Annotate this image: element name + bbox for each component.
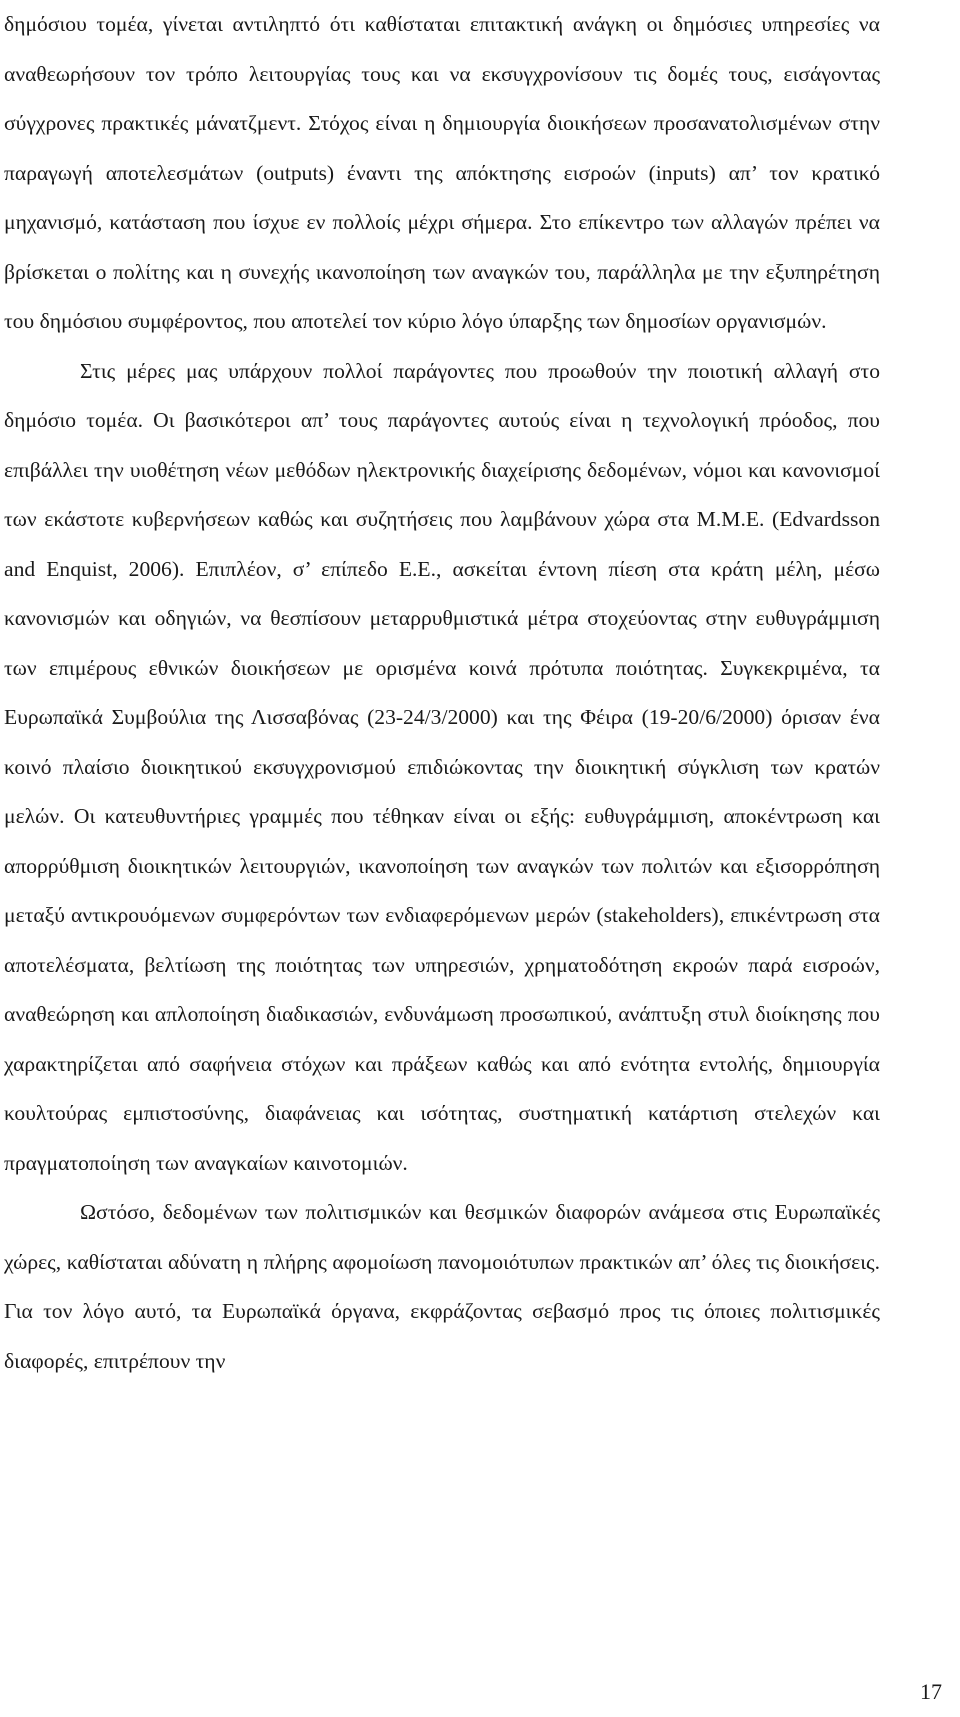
paragraph-1: δημόσιου τομέα, γίνεται αντιληπτό ότι καθίσταται επιτακτική ανάγκη οι δημόσιες υπηρεσίες να αναθεωρήσουν τον τρόπο λειτουργίας τους και να εκσυγχρονίσουν τις δομές τους, εισάγοντας σύγχρονες πρακτικές μάνατζμεντ. Στόχος είναι η δημιουργία διοικήσεων προσανατολισμένων στην παραγωγή αποτελεσμάτων (outputs) έναντι της απόκτησης εισροών (inputs) απ’ τον κρατικό μηχανισμό, κατάσταση που ίσχυε εν πολλοίς μέχρι σήμερα. Στο επίκεντρο των αλλαγών πρέπει να βρίσκεται ο πολίτης και η συνεχής ικανοποίηση των αναγκών του, παράλληλα με την εξυπηρέτηση του δημόσιου συμφέροντος, που αποτελεί τον κύριο λόγο ύπαρξης των δημοσίων οργανισμών. — [4, 12, 880, 333]
paragraph-2: Στις μέρες μας υπάρχουν πολλοί παράγοντες που προωθούν την ποιοτική αλλαγή στο δημόσιο τομέα. Οι βασικότεροι απ’ τους παράγοντες αυτούς είναι η τεχνολογική πρόοδος, που επιβάλλει την υιοθέτηση νέων μεθόδων ηλεκτρονικής διαχείρισης δεδομένων, νόμοι και κανονισμοί των εκάστοτε κυβερνήσεων καθώς και συζητήσεις που λαμβάνουν χώρα στα Μ.Μ.Ε. (Edvardsson and Enquist, 2006). Επιπλέον, σ’ επίπεδο Ε.Ε., ασκείται έντονη πίεση στα κράτη μέλη, μέσω κανονισμών και οδηγιών, να θεσπίσουν μεταρρυθμιστικά μέτρα στοχεύοντας στην ευθυγράμμιση των επιμέρους εθνικών διοικήσεων με ορισμένα κοινά πρότυπα ποιότητας. Συγκεκριμένα, τα Ευρωπαϊκά Συμβούλια της Λισσαβόνας (23-24/3/2000) και της Φέιρα (19-20/6/2000) όρισαν ένα κοινό πλαίσιο διοικητικού εκσυγχρονισμού επιδιώκοντας την διοικητική σύγκλιση των κρατών μελών. Οι κατευθυντήριες γραμμές που τέθηκαν είναι οι εξής: ευθυγράμμιση, αποκέντρωση και απορρύθμιση διοικητικών λειτουργιών, ικανοποίηση των αναγκών των πολιτών και εξισορρόπηση μεταξύ αντικρουόμενων συμφερόντων των ενδιαφερόμενων μερών (stakeholders), επικέντρωση στα αποτελέσματα, βελτίωση της ποιότητας των υπηρεσιών, χρηματοδότηση εκροών παρά εισροών, αναθεώρηση και απλοποίηση διαδικασιών, ενδυνάμωση προσωπικού, ανάπτυξη στυλ διοίκησης που χαρακτηρίζεται από σαφήνεια στόχων και πράξεων καθώς και από ενότητα εντολής, δημιουργία κουλτούρας εμπιστοσύνης, διαφάνειας και ισότητας, συστηματική κατάρτιση στελεχών και πραγματοποίηση των αναγκαίων καινοτομιών. — [4, 358, 880, 1175]
body-text — [4, 0, 880, 1386]
page-number: 17 — [920, 1679, 942, 1704]
paragraph-3: Ωστόσο, δεδομένων των πολιτισμικών και θεσμικών διαφορών ανάμεσα στις Ευρωπαϊκές χώρες, καθίσταται αδύνατη η πλήρης αφομοίωση πανομοιότυπων πρακτικών απ’ όλες τις διοικήσεις. Για τον λόγο αυτό, τα Ευρωπαϊκά όργανα, εκφράζοντας σεβασμό προς τις όποιες πολιτισμικές διαφορές, επιτρέπουν την — [4, 1200, 880, 1373]
